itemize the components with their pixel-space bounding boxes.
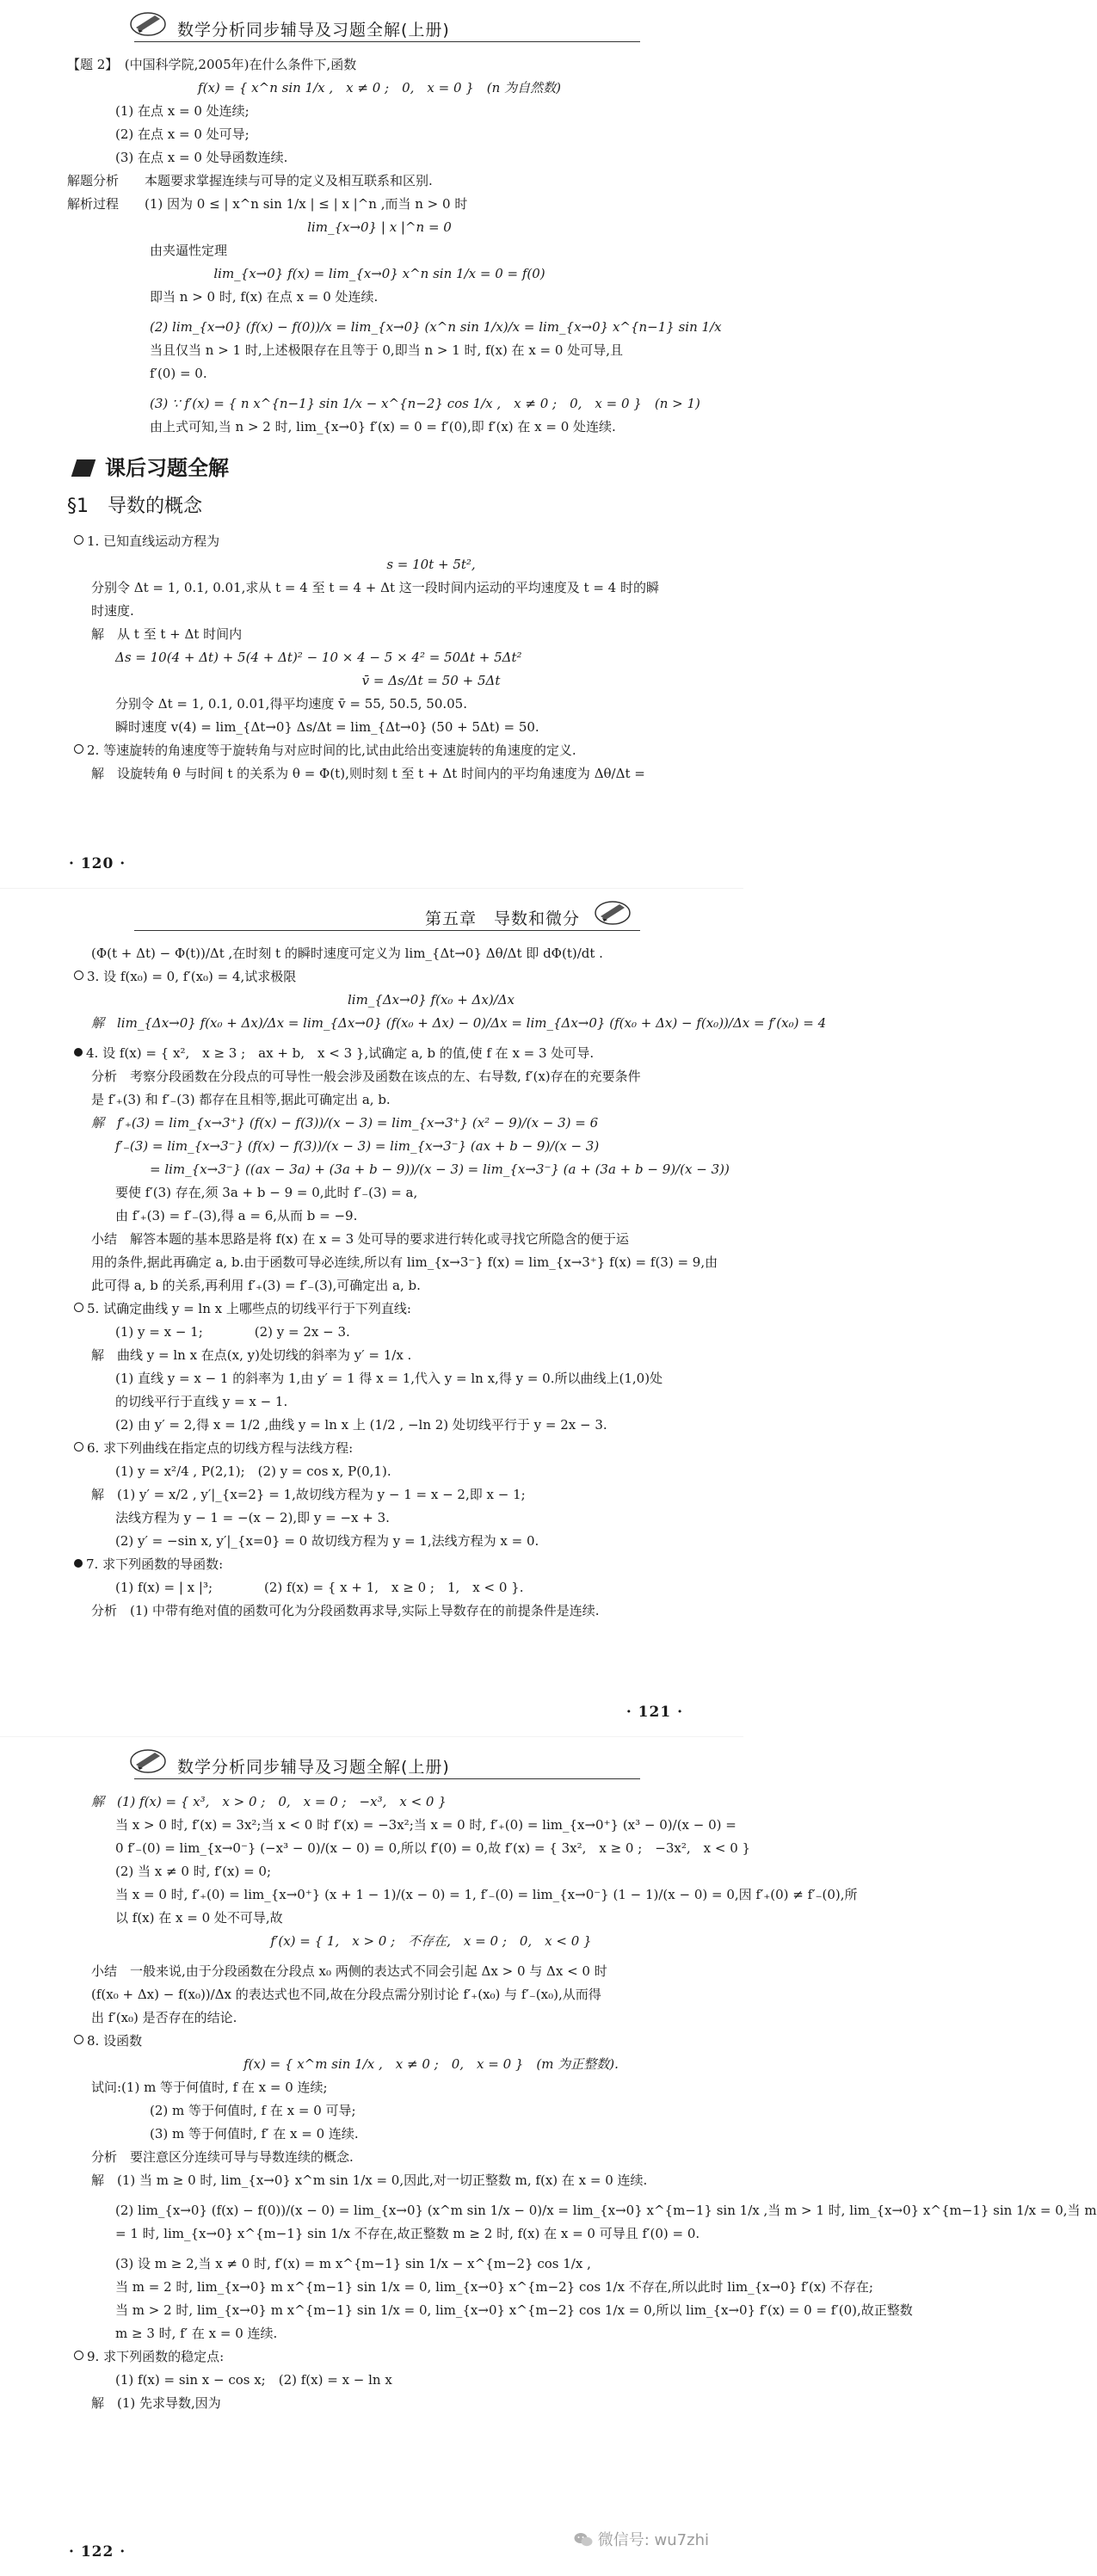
text-line: 当且仅当 n > 1 时,上述极限存在且等于 0,即当 n > 1 时, f(x) 在 x = 0 处可导,且 — [150, 342, 623, 358]
text-line: (1) 直线 y = x − 1 的斜率为 1,由 y′ = 1 得 x = 1,代入 y = ln x,得 y = 0.所以曲线上(1,0)处 — [115, 1371, 663, 1386]
equation: = lim_{x→3⁻} ((ax − 3a) + (3a + b − 9))/(x − 3) = lim_{x→3⁻} (a + (3a + b − 9)/(x − 3)) — [150, 1162, 730, 1177]
exercise-1: 1. 已知直线运动方程为 — [67, 530, 692, 553]
exercise-5: 5. 试确定曲线 y = ln x 上哪些点的切线平行于下列直线: — [67, 1297, 692, 1321]
text-line: (2) 当 x ≠ 0 时, f′(x) = 0; — [115, 1864, 272, 1879]
text-line: 是 f′₊(3) 和 f′₋(3) 都存在且相等,据此可确定出 a, b. — [91, 1092, 391, 1107]
exercise-7: 7. 求下列函数的导函数: — [67, 1553, 692, 1576]
text-line: 即当 n > 0 时, f(x) 在点 x = 0 处连续. — [150, 289, 379, 305]
text-line: (1) y = x − 1; (2) y = 2x − 3. — [115, 1324, 350, 1340]
equation: v̄ = Δs/Δt = 50 + 5Δt — [361, 673, 501, 688]
text-line: 时速度. — [91, 603, 134, 619]
text-line: 当 m > 2 时, lim_{x→0} m x^{m−1} sin 1/x = 0, lim_{x→0} x^{m−2} cos 1/x = 0,所以 lim_{x→0} f′(x) = 0 = f′(0),故正整数 — [115, 2302, 913, 2318]
page-122 — [0, 1736, 1097, 2576]
text-line: 用的条件,据此再确定 a, b.由于函数可导必连续,所以有 lim_{x→3⁻} f(x) = lim_{x→3⁺} f(x) = f(3) = 9,由 — [91, 1254, 718, 1270]
equation: lim_{x→0} | x |^n = 0 — [307, 219, 452, 235]
text-line: (f(x₀ + Δx) − f(x₀))/Δx 的表达式也不同,故在分段点需分别讨论 f′₊(x₀) 与 f′₋(x₀),从而得 — [91, 1987, 601, 2002]
text-line: (2) 由 y′ = 2,得 x = 1/2 ,曲线 y = ln x 上 (1/2 , −ln 2) 处切线平行于 y = 2x − 3. — [115, 1417, 607, 1433]
equation: 解 f′₊(3) = lim_{x→3⁺} (f(x) − f(3))/(x − 3) = lim_{x→3⁺} (x² − 9)/(x − 3) = 6 — [91, 1115, 599, 1131]
pencil-book-logo-icon — [129, 1746, 169, 1775]
header-title: 数学分析同步辅导及习题全解(上册) — [177, 1758, 450, 1777]
wechat-watermark: 微信号: wu7zhi — [574, 2528, 709, 2550]
text-line: (2) lim_{x→0} (f(x) − f(0))/(x − 0) = lim_{x→0} (x^m sin 1/x − 0)/x = lim_{x→0} x^{m−1} sin 1/x ,当 m > 1 时, lim_{x→0} x^{m−1} sin 1/x = 0,当 m — [115, 2203, 1097, 2218]
exercise-marker-icon — [74, 744, 83, 754]
exercise-marker-icon — [74, 2351, 83, 2360]
page-header — [67, 889, 692, 942]
text-line: (2) 在点 x = 0 处可导; — [115, 126, 250, 142]
page-120 — [0, 0, 743, 888]
header-rule — [134, 1778, 640, 1779]
exercise-marker-icon — [74, 1048, 83, 1057]
header-title: 第五章 导数和微分 — [424, 909, 580, 928]
analysis-line: 解题分析 本题要求掌握连续与可导的定义及相互联系和区别. — [67, 173, 433, 188]
text-line: 0 f′₋(0) = lim_{x→0⁻} (−x³ − 0)/(x − 0) = 0,所以 f′(0) = 0,故 f′(x) = { 3x², x ≥ 0 ; −3x², x < 0 } — [115, 1840, 751, 1856]
text-line: 的切线平行于直线 y = x − 1. — [115, 1394, 288, 1409]
text-line: 分别令 Δt = 1, 0.1, 0.01,得平均速度 v̄ = 55, 50.5, 50.05. — [115, 696, 467, 712]
text-line: (1) y = x²/4 , P(2,1); (2) y = cos x, P(0,1). — [115, 1464, 391, 1479]
text-line: 解 (1) 先求导数,因为 — [91, 2395, 221, 2411]
exercise-marker-icon — [74, 1442, 83, 1451]
header-title: 数学分析同步辅导及习题全解(上册) — [177, 21, 450, 40]
pencil-book-logo-icon — [594, 897, 633, 927]
pencil-book-logo-icon — [129, 9, 169, 38]
text-line: 瞬时速度 v(4) = lim_{Δt→0} Δs/Δt = lim_{Δt→0} (50 + 5Δt) = 50. — [115, 719, 539, 735]
text-line: (1) f(x) = | x |³; (2) f(x) = { x + 1, x ≥ 0 ; 1, x < 0 }. — [115, 1580, 524, 1595]
text-line: 解 (1) 当 m ≥ 0 时, lim_{x→0} x^m sin 1/x = 0,因此,对一切正整数 m, f(x) 在 x = 0 连续. — [91, 2172, 648, 2188]
text-line: f′(0) = 0. — [150, 366, 207, 381]
text-line: 解 曲线 y = ln x 在点(x, y)处切线的斜率为 y′ = 1/x . — [91, 1347, 412, 1363]
exercise-4: 4. 设 f(x) = { x², x ≥ 3 ; ax + b, x < 3 },试确定 a, b 的值,使 f 在 x = 3 处可导. — [67, 1042, 692, 1065]
text-line: 由夹逼性定理 — [150, 243, 228, 258]
text-line: 由 f′₊(3) = f′₋(3),得 a = 6,从而 b = −9. — [115, 1208, 358, 1223]
equation: f(x) = { x^m sin 1/x , x ≠ 0 ; 0, x = 0 } (m 为正整数). — [243, 2056, 619, 2072]
analysis-line: 分析 考察分段函数在分段点的可导性一般会涉及函数在该点的左、右导数, f′(x)存在的充要条件 — [91, 1069, 641, 1084]
subsection-heading: §1 导数的概念 — [67, 496, 202, 517]
header-rule — [134, 930, 640, 931]
text-line: 试问:(1) m 等于何值时, f 在 x = 0 连续; — [91, 2080, 328, 2095]
summary-line: 小结 一般来说,由于分段函数在分段点 x₀ 两侧的表达式不同会引起 Δx > 0 与 Δx < 0 时 — [91, 1963, 607, 1979]
exercise-marker-icon — [74, 1303, 83, 1312]
page-header — [67, 1737, 692, 1790]
text-line: = 1 时, lim_{x→0} x^{m−1} sin 1/x 不存在,故正整数 m ≥ 2 时, f(x) 在 x = 0 可导且 f′(0) = 0. — [115, 2226, 700, 2241]
text-line: (2) y′ = −sin x, y′|_{x=0} = 0 故切线方程为 y = 1,法线方程为 x = 0. — [115, 1533, 539, 1549]
equation: s = 10t + 5t², — [386, 557, 476, 572]
exercise-3: 3. 设 f(x₀) = 0, f′(x₀) = 4,试求极限 — [67, 965, 692, 989]
text-line: 出 f′(x₀) 是否存在的结论. — [91, 2010, 237, 2025]
text-line: 当 x = 0 时, f′₊(0) = lim_{x→0⁺} (x + 1 − 1)/(x − 0) = 1, f′₋(0) = lim_{x→0⁻} (1 − 1)/(x − 0) = 0,因 f′₊(0) ≠ f′₋(0),所 — [115, 1887, 858, 1902]
summary-line: 小结 解答本题的基本思路是将 f(x) 在 x = 3 处可导的要求进行转化或寻找它所隐含的便于运 — [91, 1231, 629, 1247]
text-line: 分别令 Δt = 1, 0.1, 0.01,求从 t = 4 至 t = 4 + Δt 这一段时间内运动的平均速度及 t = 4 时的瞬 — [91, 580, 659, 595]
text-line: (2) m 等于何值时, f 在 x = 0 可导; — [150, 2103, 356, 2118]
page-header — [67, 0, 692, 53]
page-number: · 121 · — [626, 1704, 683, 1721]
equation: 解 lim_{Δx→0} f(x₀ + Δx)/Δx = lim_{Δx→0} (f(x₀ + Δx) − 0)/Δx = lim_{Δx→0} (f(x₀ + Δx) − f(x₀))/Δx = f′(x₀) = 4 — [91, 1015, 827, 1031]
text-line: (3) 在点 x = 0 处导函数连续. — [115, 150, 288, 165]
analysis-line: 分析 (1) 中带有绝对值的函数可化为分段函数再求导,实际上导数存在的前提条件是连续. — [91, 1603, 600, 1618]
text-line: 解 设旋转角 θ 与时间 t 的关系为 θ = Φ(t),则时刻 t 至 t + Δt 时间内的平均角速度为 Δθ/Δt = — [91, 766, 645, 781]
exercise-9: 9. 求下列函数的稳定点: — [67, 2345, 692, 2369]
equation: (2) lim_{x→0} (f(x) − f(0))/x = lim_{x→0} (x^n sin 1/x)/x = lim_{x→0} x^{n−1} sin 1/x — [150, 319, 722, 335]
equation: f(x) = { x^n sin 1/x , x ≠ 0 ; 0, x = 0 } (n 为自然数) — [198, 80, 561, 96]
text-line: m ≥ 3 时, f′ 在 x = 0 连续. — [115, 2326, 278, 2341]
equation: f′(x) = { 1, x > 0 ; 不存在, x = 0 ; 0, x < 0 } — [270, 1933, 592, 1949]
text-line: 由上式可知,当 n > 2 时, lim_{x→0} f′(x) = 0 = f′(0),即 f′(x) 在 x = 0 处连续. — [150, 419, 616, 434]
text-line: 法线方程为 y − 1 = −(x − 2),即 y = −x + 3. — [115, 1510, 390, 1525]
exercise-2: 2. 等速旋转的角速度等于旋转角与对应时间的比,试由此给出变速旋转的角速度的定义. — [67, 739, 692, 762]
wechat-icon — [574, 2532, 593, 2548]
exercise-marker-icon — [74, 535, 83, 545]
equation: lim_{x→0} f(x) = lim_{x→0} x^n sin 1/x = 0 = f(0) — [213, 266, 545, 281]
text-line: (Φ(t + Δt) − Φ(t))/Δt ,在时刻 t 的瞬时速度可定义为 lim_{Δt→0} Δθ/Δt 即 dΦ(t)/dt . — [91, 946, 603, 961]
text-line: (3) 设 m ≥ 2,当 x ≠ 0 时, f′(x) = m x^{m−1} sin 1/x − x^{m−2} cos 1/x , — [115, 2256, 591, 2271]
equation: Δs = 10(4 + Δt) + 5(4 + Δt)² − 10 × 4 − 5 × 4² = 50Δt + 5Δt² — [115, 650, 522, 665]
exercise-8: 8. 设函数 — [67, 2030, 692, 2053]
text-line: 解 (1) y′ = x/2 , y′|_{x=2} = 1,故切线方程为 y − 1 = x − 2,即 x − 1; — [91, 1487, 526, 1502]
text-line: (1) f(x) = sin x − cos x; (2) f(x) = x − ln x — [115, 2372, 392, 2388]
equation: f′₋(3) = lim_{x→3⁻} (f(x) − f(3))/(x − 3) = lim_{x→3⁻} (ax + b − 9)/(x − 3) — [115, 1138, 600, 1154]
exercise-marker-icon — [74, 971, 83, 980]
solution-line: 解析过程 (1) 因为 0 ≤ | x^n sin 1/x | ≤ | x |^n ,而当 n > 0 时 — [67, 196, 468, 212]
text-line: 此可得 a, b 的关系,再利用 f′₊(3) = f′₋(3),可确定出 a, b. — [91, 1278, 421, 1293]
equation: lim_{Δx→0} f(x₀ + Δx)/Δx — [347, 992, 515, 1008]
text-line: 解 从 t 至 t + Δt 时间内 — [91, 626, 243, 642]
page-number: · 122 · — [69, 2543, 126, 2561]
exercise-6: 6. 求下列曲线在指定点的切线方程与法线方程: — [67, 1437, 692, 1460]
text-line: (1) 在点 x = 0 处连续; — [115, 103, 250, 119]
problem-title: 【题 2】 (中国科学院,2005年)在什么条件下,函数 — [67, 57, 357, 72]
section-marker-icon — [71, 459, 96, 477]
exercise-marker-icon — [74, 1559, 83, 1568]
page-number: · 120 · — [69, 855, 126, 872]
page-121 — [0, 888, 827, 1736]
equation: 解 (1) f(x) = { x³, x > 0 ; 0, x = 0 ; −x³, x < 0 } — [91, 1794, 447, 1809]
section-heading: 课后习题全解 — [67, 451, 692, 485]
exercise-marker-icon — [74, 2035, 83, 2044]
equation: (3) ∵ f′(x) = { n x^{n−1} sin 1/x − x^{n−2} cos 1/x , x ≠ 0 ; 0, x = 0 } (n > 1) — [150, 396, 700, 411]
text-line: 要使 f′(3) 存在,须 3a + b − 9 = 0,此时 f′₋(3) = a, — [115, 1185, 418, 1200]
text-line: 以 f(x) 在 x = 0 处不可导,故 — [115, 1910, 283, 1926]
header-rule — [134, 41, 640, 42]
text-line: 当 m = 2 时, lim_{x→0} m x^{m−1} sin 1/x = 0, lim_{x→0} x^{m−2} cos 1/x 不存在,所以此时 lim_{x→0} f′(x) 不存在; — [115, 2279, 873, 2295]
text-line: (3) m 等于何值时, f′ 在 x = 0 连续. — [150, 2126, 359, 2142]
text-line: 当 x > 0 时, f′(x) = 3x²;当 x < 0 时 f′(x) = −3x²;当 x = 0 时, f′₊(0) = lim_{x→0⁺} (x³ − 0)/(x − 0) = — [115, 1817, 736, 1833]
analysis-line: 分析 要注意区分连续可导与导数连续的概念. — [91, 2149, 354, 2165]
